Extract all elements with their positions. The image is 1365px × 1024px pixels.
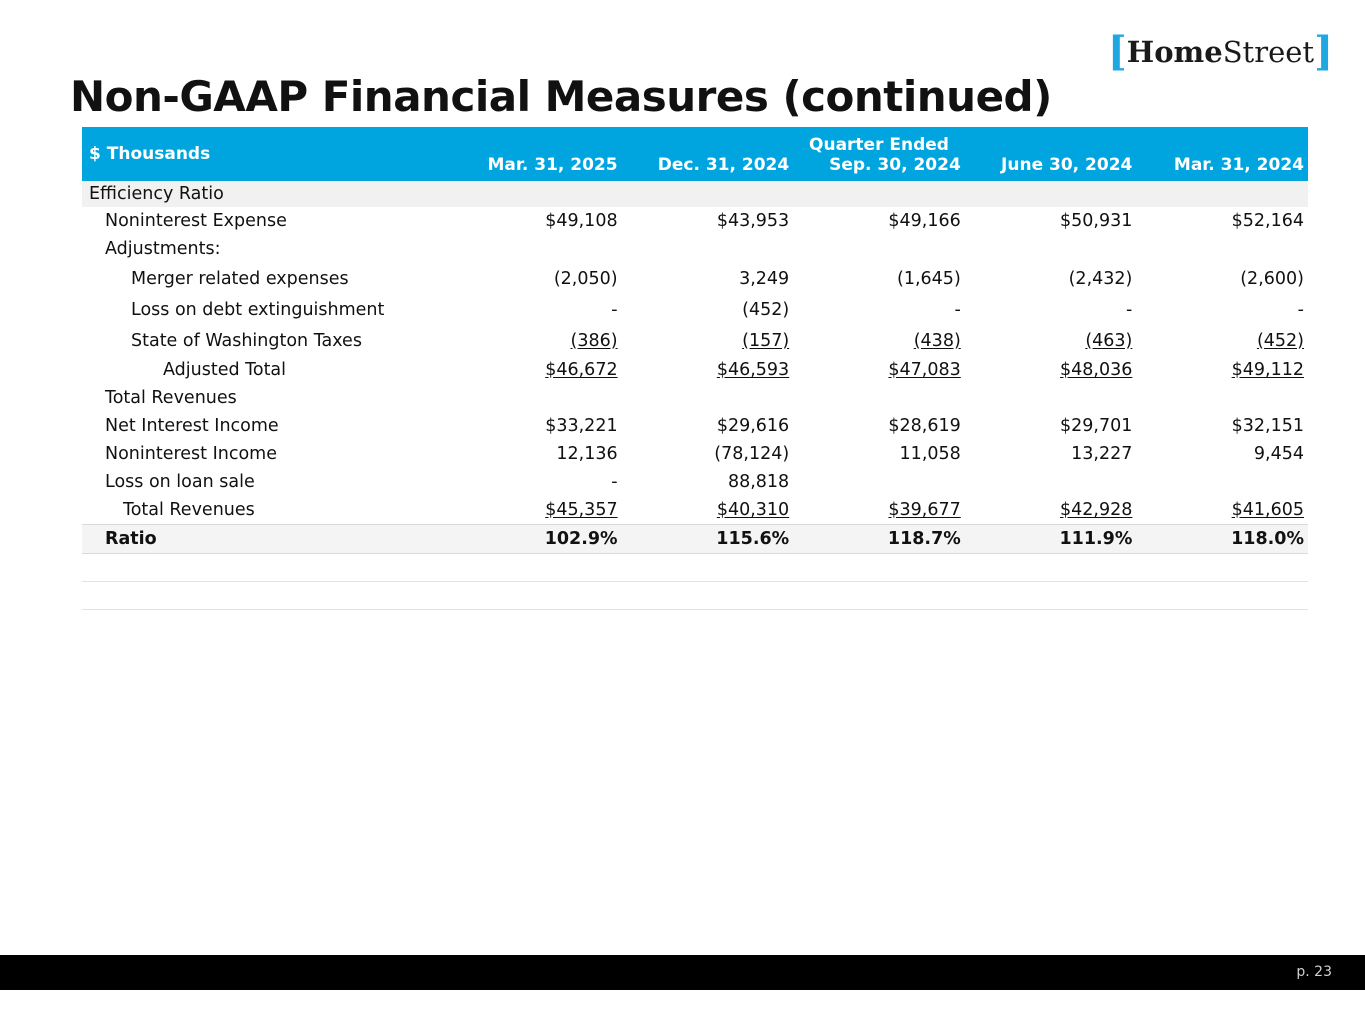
table-cell: - — [1297, 299, 1304, 320]
row-label: Merger related expenses — [131, 268, 349, 289]
table-cell: $29,701 — [1060, 416, 1133, 436]
table-cell: $42,928 — [1060, 500, 1133, 520]
table-cell: (452) — [742, 299, 790, 320]
table-cell: (78,124) — [714, 444, 790, 464]
table-cell: $33,221 — [545, 416, 618, 436]
table-cell: $46,593 — [716, 360, 790, 380]
column-header: Sep. 30, 2024 — [793, 155, 965, 181]
table-row — [82, 440, 1308, 468]
table-cell: 118.0% — [1136, 525, 1308, 554]
table-cell: 12,136 — [556, 444, 618, 464]
table-row — [82, 496, 1308, 525]
quarter-ended-header: Quarter Ended — [450, 127, 1308, 155]
column-header: Mar. 31, 2025 — [450, 155, 622, 181]
page-number: p. 23 — [1296, 964, 1332, 980]
table-cell — [793, 468, 965, 496]
table-cell: 111.9% — [965, 525, 1137, 554]
logo-bracket-left: [ — [1107, 28, 1127, 75]
table-cell — [965, 468, 1137, 496]
table-row — [82, 294, 1308, 325]
table-cell: $46,672 — [545, 360, 618, 380]
section-row-efficiency-ratio — [82, 181, 1308, 207]
table-cell: $48,036 — [1060, 360, 1133, 380]
table-row — [82, 235, 1308, 263]
column-header: Dec. 31, 2024 — [622, 155, 794, 181]
table-cell: $47,083 — [888, 360, 961, 380]
row-label: Efficiency Ratio — [82, 181, 450, 207]
table-cell: - — [954, 299, 961, 320]
table-cell: (2,600) — [1240, 268, 1304, 289]
table-cell: $40,310 — [716, 500, 790, 520]
table-row — [82, 468, 1308, 496]
units-header: $ Thousands — [82, 127, 450, 181]
row-label: Total Revenues — [105, 388, 237, 408]
row-label: State of Washington Taxes — [131, 330, 362, 351]
table-row — [82, 356, 1308, 384]
table-cell — [1136, 468, 1308, 496]
table-cell: $49,112 — [1231, 360, 1304, 380]
table-cell: 118.7% — [793, 525, 965, 554]
logo-text-home: Home — [1126, 35, 1223, 69]
column-header: Mar. 31, 2024 — [1136, 155, 1308, 181]
table-cell: (157) — [742, 330, 790, 351]
table-cell: 13,227 — [1071, 444, 1133, 464]
table-cell: (452) — [1256, 330, 1304, 351]
page-title: Non-GAAP Financial Measures (continued) — [70, 72, 1052, 121]
table-cell: 115.6% — [622, 525, 794, 554]
table-cell: - — [611, 299, 618, 320]
table-cell: (1,645) — [897, 268, 961, 289]
row-label: Ratio — [82, 525, 450, 554]
table-cell: $43,953 — [716, 211, 790, 231]
column-header: June 30, 2024 — [965, 155, 1137, 181]
table-row — [82, 384, 1308, 412]
table-cell: $39,677 — [888, 500, 961, 520]
table-cell: 102.9% — [450, 525, 622, 554]
table-cell: (2,050) — [553, 268, 618, 289]
table-cell: - — [1126, 299, 1133, 320]
efficiency-ratio-table — [82, 127, 1308, 610]
table-cell: 3,249 — [739, 268, 790, 289]
table-cell: (2,432) — [1068, 268, 1133, 289]
table-row — [82, 412, 1308, 440]
table-cell: 88,818 — [727, 472, 790, 492]
table-cell: $49,108 — [545, 211, 618, 231]
table-cell: $32,151 — [1231, 416, 1304, 436]
table-cell: 9,454 — [1253, 444, 1304, 464]
table-cell: - — [611, 472, 618, 492]
logo-text-street: Street — [1222, 35, 1315, 69]
homestreet-logo — [1108, 30, 1333, 74]
table-cell: 11,058 — [899, 444, 961, 464]
table-cell: $45,357 — [545, 500, 618, 520]
row-label: Loss on debt extinguishment — [131, 299, 385, 320]
table-row — [82, 263, 1308, 294]
table-row — [82, 325, 1308, 356]
logo-bracket-right: ] — [1314, 28, 1333, 75]
row-label: Noninterest Income — [105, 444, 277, 464]
table-cell: $29,616 — [716, 416, 790, 436]
table-cell: $49,166 — [888, 211, 961, 231]
table-cell: (386) — [570, 330, 618, 351]
table-cell: $50,931 — [1060, 211, 1133, 231]
table-cell: (438) — [913, 330, 961, 351]
row-label: Total Revenues — [123, 500, 255, 520]
table-cell: $52,164 — [1231, 211, 1304, 231]
row-label: Noninterest Expense — [105, 211, 287, 231]
table-row — [82, 207, 1308, 235]
table-row-ratio — [82, 525, 1308, 554]
table-cell: $28,619 — [888, 416, 961, 436]
row-label: Adjustments: — [105, 239, 221, 259]
table-cell: (463) — [1085, 330, 1133, 351]
blank-row — [82, 582, 1308, 610]
row-label: Net Interest Income — [105, 416, 279, 436]
row-label: Adjusted Total — [163, 360, 287, 380]
footer-bar — [0, 955, 1365, 990]
blank-row — [82, 554, 1308, 582]
table-cell: $41,605 — [1231, 500, 1304, 520]
row-label: Loss on loan sale — [105, 472, 255, 492]
